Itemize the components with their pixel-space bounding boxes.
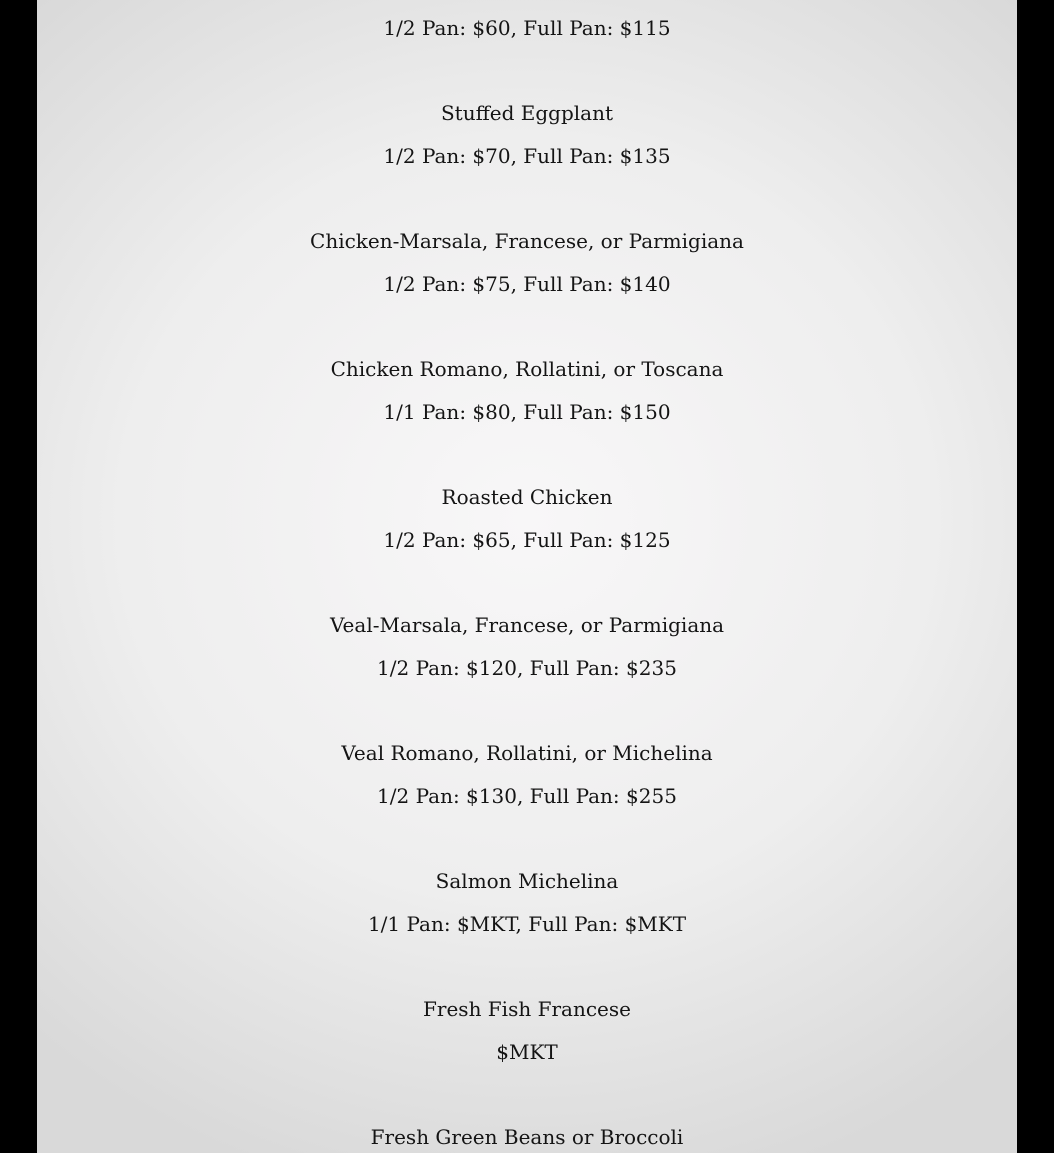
price-line: 1/2 Pan: $75, Full Pan: $140	[383, 272, 671, 296]
price-line: 1/1 Pan: $80, Full Pan: $150	[383, 400, 671, 424]
item-name: Stuffed Eggplant	[440, 101, 614, 125]
price-line: $MKT	[496, 1040, 558, 1064]
item-name: Fresh Green Beans or Broccoli	[370, 1125, 684, 1149]
item-name: Roasted Chicken	[441, 485, 613, 509]
item-name: Veal Romano, Rollatini, or Michelina	[341, 741, 713, 765]
price-line: 1/2 Pan: $120, Full Pan: $235	[377, 656, 677, 680]
item-name: Fresh Fish Francese	[423, 997, 631, 1021]
price-line: 1/2 Pan: $60, Full Pan: $115	[383, 16, 671, 40]
price-line: 1/2 Pan: $70, Full Pan: $135	[383, 144, 671, 168]
price-line: 1/2 Pan: $65, Full Pan: $125	[383, 528, 671, 552]
price-line: 1/1 Pan: $MKT, Full Pan: $MKT	[367, 912, 687, 936]
menu-page	[37, 0, 1017, 1153]
price-line: 1/2 Pan: $130, Full Pan: $255	[377, 784, 677, 808]
item-name: Chicken-Marsala, Francese, or Parmigiana	[310, 229, 744, 253]
item-name: Salmon Michelina	[435, 869, 619, 893]
item-name: Chicken Romano, Rollatini, or Toscana	[330, 357, 724, 381]
item-name: Veal-Marsala, Francese, or Parmigiana	[329, 613, 725, 637]
